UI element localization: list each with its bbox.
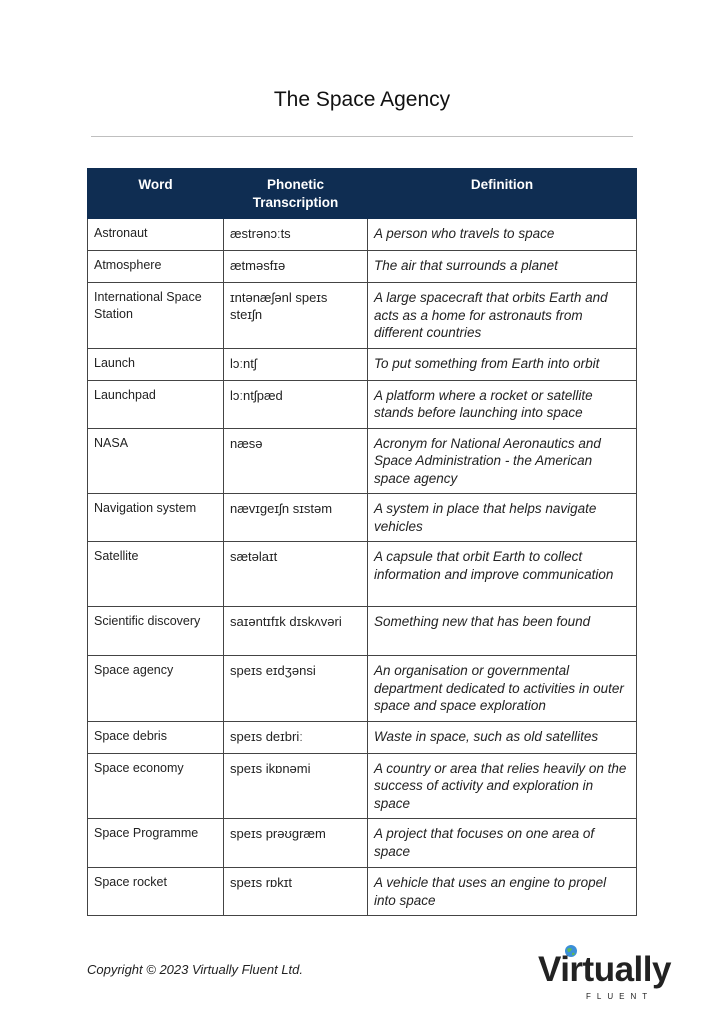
table-row [88,380,637,428]
word-cell: Space economy [88,753,224,819]
definition-cell: Waste in space, such as old satellites [368,721,637,753]
definition-cell: A country or area that relies heavily on the success of activity and exploration in space [368,753,637,819]
title-divider [91,136,633,137]
word-cell: Launch [88,348,224,380]
phonetic-cell: ætməsfɪə [224,251,368,283]
logo-wordmark: Virtually [538,950,671,989]
copyright-notice: Copyright © 2023 Virtually Fluent Ltd. [87,962,304,977]
table-row [88,219,637,251]
definition-cell: A person who travels to space [368,219,637,251]
word-cell: NASA [88,428,224,494]
definition-cell: The air that surrounds a planet [368,251,637,283]
word-cell: Space debris [88,721,224,753]
word-cell: Scientific discovery [88,607,224,656]
vocabulary-table [87,168,637,916]
word-cell: Space Programme [88,819,224,868]
virtually-fluent-logo [538,944,688,1008]
table-row [88,607,637,656]
table-row [88,283,637,349]
table-row [88,348,637,380]
word-cell: Satellite [88,542,224,607]
word-cell: Atmosphere [88,251,224,283]
table-row [88,656,637,722]
definition-cell: A vehicle that uses an engine to propel into space [368,868,637,916]
phonetic-cell: sætəlaɪt [224,542,368,607]
column-header-phonetic: Phonetic Transcription [224,169,368,219]
phonetic-cell: næsə [224,428,368,494]
table-row [88,428,637,494]
phonetic-cell: æstrənɔːts [224,219,368,251]
phonetic-cell: speɪs rɒkɪt [224,868,368,916]
definition-cell: A system in place that helps navigate vehicles [368,494,637,542]
table-row [88,542,637,607]
word-cell: Navigation system [88,494,224,542]
column-header-word: Word [88,169,224,219]
table-row [88,819,637,868]
logo-tagline: FLUENT [586,992,654,1001]
definition-cell: A large spacecraft that orbits Earth and acts as a home for astronauts from different countries [368,283,637,349]
word-cell: International Space Station [88,283,224,349]
phonetic-cell: saɪəntɪfɪk dɪskʌvəri [224,607,368,656]
definition-cell: Acronym for National Aeronautics and Space Administration - the American space agency [368,428,637,494]
definition-cell: A platform where a rocket or satellite stands before launching into space [368,380,637,428]
definition-cell: An organisation or governmental department dedicated to activities in outer space and space exploration [368,656,637,722]
column-header-definition: Definition [368,169,637,219]
phonetic-cell: lɔːntʃ [224,348,368,380]
table-row [88,494,637,542]
table-row [88,721,637,753]
definition-cell: Something new that has been found [368,607,637,656]
phonetic-cell: speɪs eɪdʒənsi [224,656,368,722]
table-row [88,868,637,916]
word-cell: Astronaut [88,219,224,251]
definition-cell: To put something from Earth into orbit [368,348,637,380]
table-body [88,219,637,916]
table-header-row [88,169,637,219]
word-cell: Space agency [88,656,224,722]
phonetic-cell: speɪs prəʊɡræm [224,819,368,868]
definition-cell: A capsule that orbit Earth to collect information and improve communication [368,542,637,607]
table-row [88,251,637,283]
phonetic-cell: lɔːntʃpæd [224,380,368,428]
word-cell: Space rocket [88,868,224,916]
phonetic-cell: speɪs ikɒnəmi [224,753,368,819]
page-title: The Space Agency [273,88,451,111]
word-cell: Launchpad [88,380,224,428]
phonetic-cell: nævɪɡeɪʃn sɪstəm [224,494,368,542]
table-row [88,753,637,819]
phonetic-cell: speɪs deɪbriː [224,721,368,753]
phonetic-cell: ɪntənæʃənl speɪs steɪʃn [224,283,368,349]
definition-cell: A project that focuses on one area of space [368,819,637,868]
